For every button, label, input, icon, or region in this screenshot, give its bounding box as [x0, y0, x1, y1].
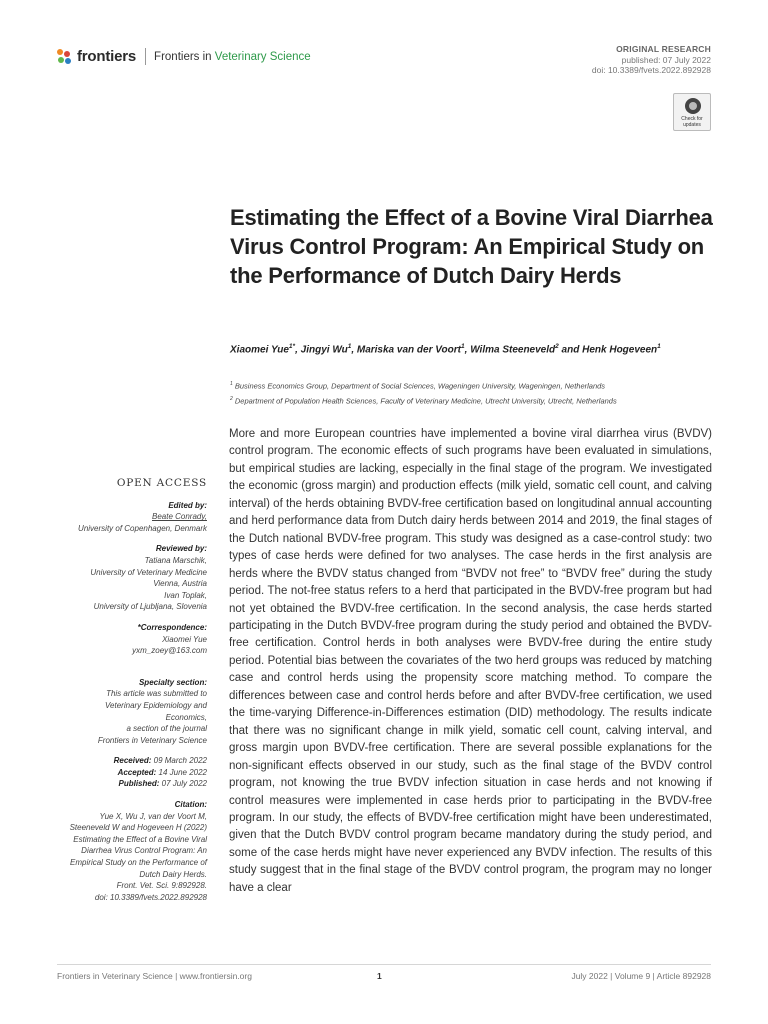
- editor-affiliation: University of Copenhagen, Denmark: [78, 523, 207, 533]
- reviewed-by-label: Reviewed by:: [155, 544, 207, 554]
- author-affiliation-marker: 2: [555, 343, 559, 350]
- affiliation-number: 1: [230, 381, 233, 387]
- dates-section: [44, 755, 207, 790]
- citation-line: Steeneveld W and Hogeveen H (2022): [69, 823, 207, 833]
- correspondence-name: Xiaomei Yue: [162, 634, 207, 644]
- footer-article-info: July 2022 | Volume 9 | Article 892928: [571, 971, 711, 981]
- citation-line: Estimating the Effect of a Bovine Viral: [73, 834, 207, 844]
- specialty-line: Economics,: [165, 712, 207, 722]
- citation-line: Yue X, Wu J, van der Voort M,: [99, 811, 207, 821]
- reviewer-line: Vienna, Austria: [153, 579, 207, 589]
- affiliation-text: Business Economics Group, Department of Social Sciences, Wageningen University, Wageningen, Netherlands: [232, 381, 606, 391]
- check-for-updates-button[interactable]: [673, 93, 711, 131]
- specialty-line: a section of the journal: [126, 724, 207, 734]
- reviewer-line[interactable]: Tatiana Marschik,: [144, 555, 207, 565]
- author-affiliation-marker: 1*: [288, 343, 296, 350]
- specialty-section: [44, 677, 207, 747]
- reviewer-line: University of Ljubljana, Slovenia: [93, 602, 207, 612]
- specialty-line: Veterinary Epidemiology and: [105, 700, 207, 710]
- specialty-label: Specialty section:: [138, 677, 207, 687]
- author-name[interactable]: Xiaomei Yue: [230, 344, 289, 356]
- author-name[interactable]: Jingyi Wu: [300, 344, 348, 356]
- citation-line: Empirical Study on the Performance of: [70, 858, 207, 868]
- specialty-line: Frontiers in Veterinary Science: [97, 735, 207, 745]
- received-date: [44, 755, 207, 767]
- frontiers-logo[interactable]: [57, 48, 311, 65]
- journal-name[interactable]: [154, 51, 311, 63]
- frontiers-logo-icon: [57, 49, 73, 65]
- correspondence-email[interactable]: yxm_zoey@163.com: [132, 646, 207, 656]
- author-separator: ,: [295, 344, 301, 356]
- citation-doi[interactable]: doi: 10.3389/fvets.2022.892928: [94, 892, 207, 902]
- author-affiliation-marker: 1: [657, 343, 661, 350]
- author-name[interactable]: Mariska van der Voort: [356, 344, 461, 356]
- published-date: published: 07 July 2022: [621, 54, 711, 65]
- received-label: Received:: [113, 756, 152, 766]
- reviewer-line[interactable]: Ivan Toplak,: [164, 590, 207, 600]
- author-affiliation-marker: 1: [347, 343, 352, 350]
- citation-label: Citation:: [174, 800, 207, 810]
- edited-by-label: Edited by:: [168, 500, 207, 510]
- article-type: ORIGINAL RESEARCH: [616, 44, 711, 54]
- journal-subject: Veterinary Science: [214, 50, 311, 63]
- accepted-date: [44, 767, 207, 779]
- affiliation-number: 2: [230, 395, 233, 402]
- affiliation-text: Department of Population Health Sciences, Faculty of Veterinary Medicine, Utrecht University, Utrecht, Netherlands: [232, 396, 617, 405]
- author-name[interactable]: Henk Hogeveen: [582, 344, 658, 356]
- published-label: Published:: [118, 779, 160, 789]
- page-number: 1: [377, 971, 382, 981]
- logo-divider: [145, 48, 146, 65]
- editor-name[interactable]: Beate Conrady,: [152, 512, 207, 522]
- journal-prefix: Frontiers in: [154, 50, 212, 63]
- reviewer-line: University of Veterinary Medicine: [90, 567, 207, 577]
- author-name[interactable]: Wilma Steeneveld: [470, 344, 556, 356]
- check-updates-icon: [685, 98, 701, 114]
- accepted-value: 14 June 2022: [158, 767, 207, 777]
- citation-line: Front. Vet. Sci. 9:892928.: [116, 881, 207, 891]
- page-header: [57, 44, 711, 84]
- author-separator: ,: [351, 344, 357, 356]
- affiliation-item: [230, 378, 710, 393]
- footer-divider: [57, 964, 711, 965]
- edited-by-section: [44, 500, 207, 535]
- published-date-sidebar: [44, 778, 207, 790]
- specialty-line: This article was submitted to: [106, 689, 207, 699]
- footer-journal-link[interactable]: Frontiers in Veterinary Science | www.frontiersin.org: [57, 971, 252, 981]
- published-value: 07 July 2022: [161, 779, 207, 789]
- citation-section: [44, 799, 207, 903]
- affiliation-list: [230, 378, 710, 407]
- author-separator: ,: [464, 344, 471, 356]
- accepted-label: Accepted:: [117, 767, 157, 777]
- article-sidebar: [44, 478, 207, 912]
- affiliation-item: [230, 393, 710, 408]
- correspondence-label: *Correspondence:: [137, 622, 207, 632]
- received-value: 09 March 2022: [153, 756, 207, 766]
- open-access-label: OPEN ACCESS: [116, 477, 207, 489]
- article-title: Estimating the Effect of a Bovine Viral Diarrhea Virus Control Program: An Empirical Study on the Performance of Dutch Dairy Herds: [230, 205, 713, 288]
- reviewed-by-section: [44, 543, 207, 613]
- article-doi[interactable]: doi: 10.3389/fvets.2022.892928: [591, 65, 711, 75]
- author-affiliation-marker: 1: [461, 343, 465, 350]
- check-updates-label: Check for updates: [681, 116, 703, 128]
- article-meta: [592, 44, 711, 76]
- citation-line: Diarrhea Virus Control Program: An: [81, 846, 207, 856]
- logo-wordmark: frontiers: [77, 48, 137, 65]
- author-list: [230, 340, 690, 357]
- abstract-text: More and more European countries have implemented a bovine viral diarrhea virus (BVDV) control program. The economic effects of such programs have been evaluated in simulations, but empirical studies are lacking, especially in the final stage of the program. We investigated the economic (gross margin) and production effects (milk yield, somatic cell count, and calving interval) of the herds obtaining BVDV-free certification based on longitudinal annual accounting and herd performance data from Dutch dairy herds between 2014 and 2019, the final stages of the Dutch national BVDV-free program. This study was designed as a case-control study: two types of case herds were defined for two analyses. The case herds in the first analysis are herds where the BVDV status changed from “BVDV not free” to “BVDV free” during the study period. The not-free status refers to a herd that participated in the BVDV-free program but had not yet obtained the BVDV-free certification. In the second analysis, the case herds started participating in the Dutch BVDV-free program during the study period and obtained the BVDV-free certification. Control herds in both analyses were BVDV-free during the entire study period. Potential bias between the covariates of the two herd groups was reduced by matching case and control herds using the propensity score matching method. To compare the differences between case and control herds before and after BVDV-free certification, we used the time-varying Difference-in-Differences estimation (DID) methodology. The results indicate that there was no significant change in milk yield, somatic cell count, calving interval, and gross margin upon BVDV-free certification. There are several possible explanations for the non-significant effects observed in our study, such as the final stage of the BVDV control program, not knowing the true BVDV infection situation in case herds and not knowing if control measures were implemented in case herds prior to participating in the BVDV-free program. In our study, the effects of BVDV-free certification might have been underestimated, given that the Dutch BVDV control program became mandatory during the study period, and some of the case herds might have never experienced any BVDV infection. The results of this study suggest that in the final stage of the BVDV control program, the program may no longer have a clear: [229, 428, 712, 894]
- author-separator: and: [558, 344, 583, 356]
- citation-line: Dutch Dairy Herds.: [139, 869, 207, 879]
- correspondence-section: [44, 622, 207, 657]
